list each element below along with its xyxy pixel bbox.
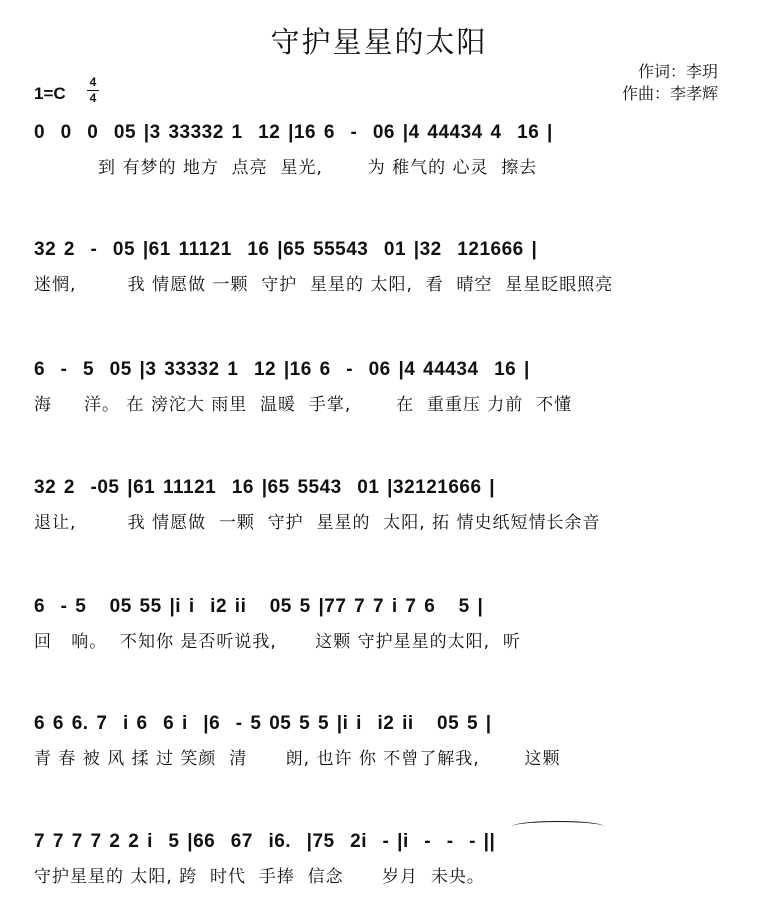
lyricist-credit: 作词：李玥 bbox=[637, 62, 718, 81]
lyric-line: 海 洋。 在 滂沱大 雨里 温暖 手掌, 在 重重压 力前 不懂 bbox=[34, 395, 573, 415]
tie-mark bbox=[512, 821, 604, 832]
lyric-line: 青 春 被 风 揉 过 笑颜 清 朗, 也许 你 不曾了解我, 这颗 bbox=[34, 749, 561, 769]
lyric-line: 到 有梦的 地方 点亮 星光, 为 稚气的 心灵 擦去 bbox=[34, 158, 538, 178]
lyric-line: 回 响。 不知你 是否听说我, 这颗 守护星星的太阳, 听 bbox=[34, 632, 521, 652]
notation-line: 6 - 5 05 55 |i i i2 ii 05 5 |77 7 7 i 7 6 5 | bbox=[34, 596, 484, 617]
score-system-5 bbox=[0, 592, 758, 684]
time-signature bbox=[87, 76, 99, 105]
song-title: 守护星星的太阳 bbox=[270, 25, 488, 59]
notation-line: 32 2 - 05 |61 11121 16 |65 55543 01 |32 121666 | bbox=[34, 239, 538, 260]
notation-line: 6 - 5 05 |3 33332 1 12 |16 6 - 06 |4 44434 16 | bbox=[34, 359, 530, 380]
key-signature: 1=C bbox=[34, 84, 66, 103]
lyric-line: 退让, 我 情愿做 一颗 守护 星星的 太阳, 拓 情史纸短情长余音 bbox=[34, 513, 601, 533]
lyric-line: 迷惘, 我 情愿做 一颗 守护 星星的 太阳, 看 晴空 星星眨眼照亮 bbox=[34, 275, 614, 295]
score-system-1 bbox=[0, 118, 758, 210]
score-system-6 bbox=[0, 709, 758, 801]
notation-line: 6 6 6. 7 i 6 6 i |6 - 5 05 5 5 |i i i2 ii 05 5 | bbox=[34, 713, 492, 734]
lyric-line: 守护星星的 太阳, 跨 时代 手捧 信念 岁月 未央。 bbox=[34, 867, 485, 887]
notation-line: 7 7 7 7 2 2 i 5 |66 67 i6. |75 2i - |i - - - || bbox=[34, 831, 496, 852]
time-signature-top: 4 bbox=[89, 75, 97, 89]
time-signature-bottom: 4 bbox=[89, 91, 97, 105]
score-system-4 bbox=[0, 473, 758, 565]
notation-line: 32 2 -05 |61 11121 16 |65 5543 01 |32121666 | bbox=[34, 477, 496, 498]
score-system-2 bbox=[0, 235, 758, 327]
score-system-3 bbox=[0, 355, 758, 447]
notation-line: 0 0 0 05 |3 33332 1 12 |16 6 - 06 |4 44434 4 16 | bbox=[34, 122, 553, 143]
score-system-7 bbox=[0, 827, 758, 919]
composer-credit: 作曲：李孝辉 bbox=[621, 84, 718, 103]
